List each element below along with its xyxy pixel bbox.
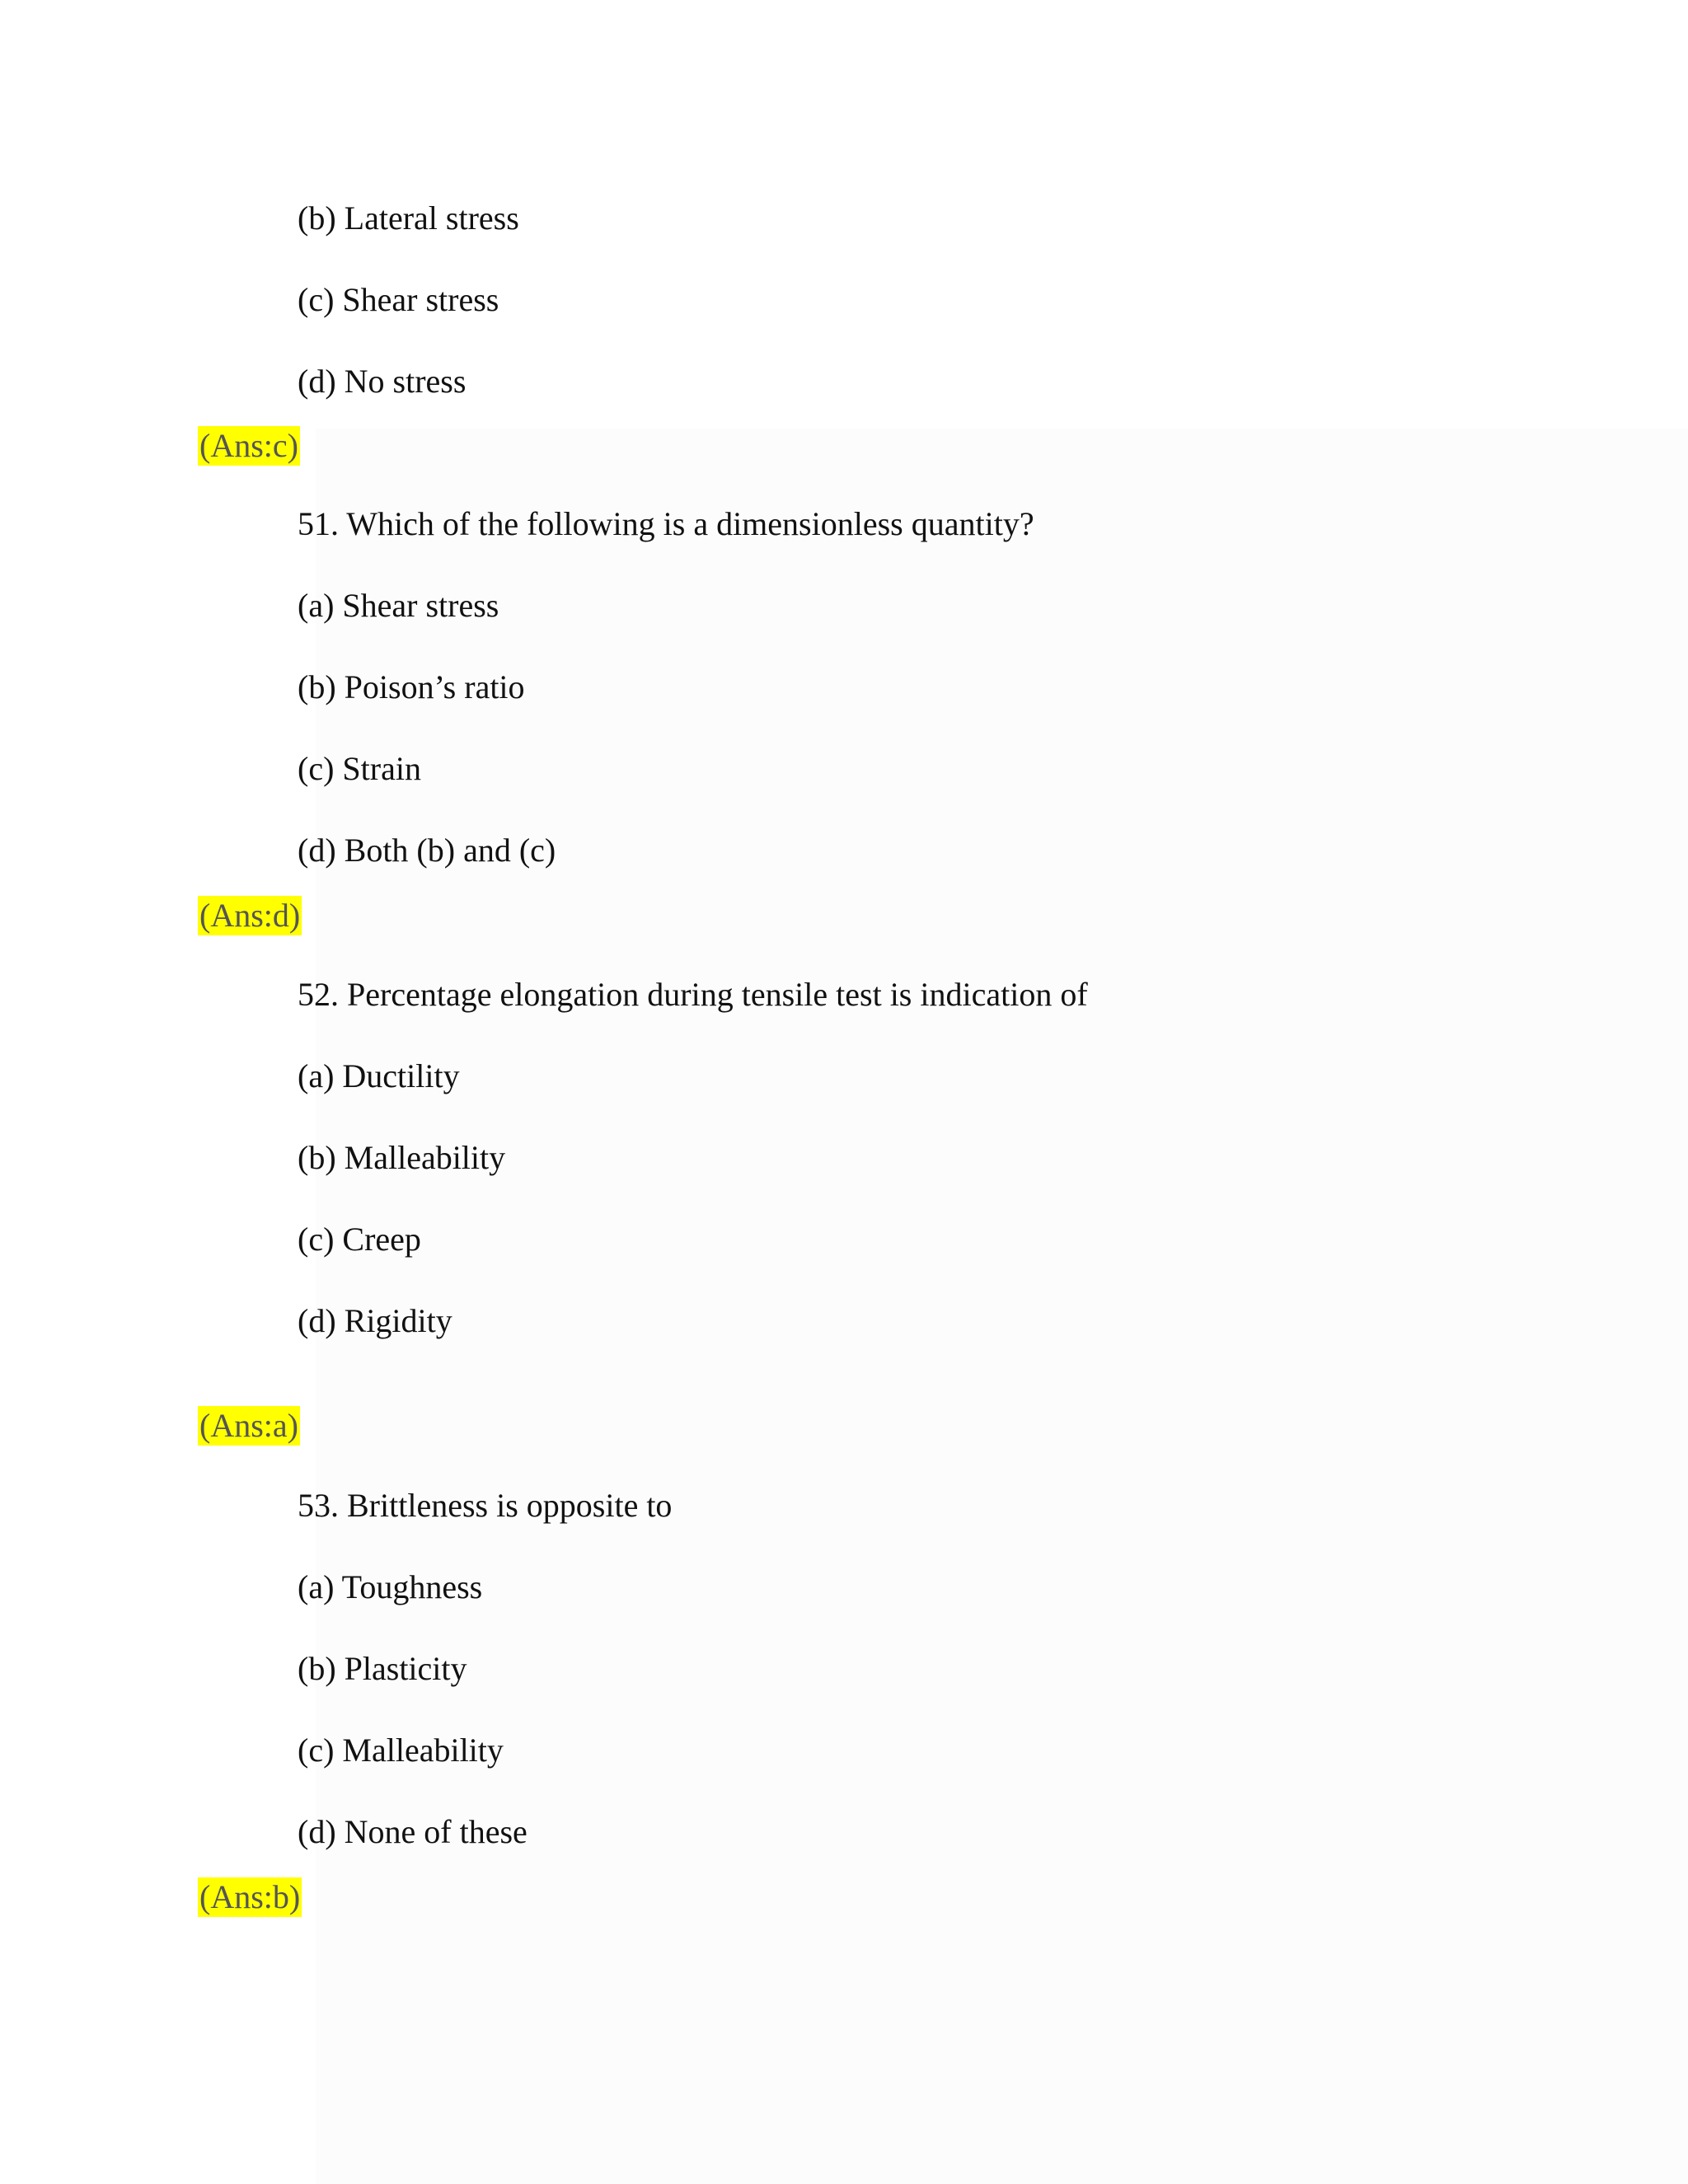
option-line: (d) None of these: [298, 1813, 528, 1850]
answer-highlight: (Ans:b): [199, 1878, 301, 1915]
question-text: 53. Brittleness is opposite to: [298, 1487, 673, 1524]
option-line: (a) Toughness: [298, 1568, 483, 1605]
option-line: (b) Lateral stress: [298, 199, 519, 237]
option-line: (d) No stress: [298, 363, 467, 400]
option-line: (a) Ductility: [298, 1057, 460, 1094]
answer-highlight: (Ans:a): [199, 1407, 298, 1444]
question-text: 51. Which of the following is a dimensionless quantity?: [298, 505, 1034, 542]
option-line: (b) Poison’s ratio: [298, 668, 525, 705]
option-line: (d) Both (b) and (c): [298, 832, 556, 869]
option-line: (c) Strain: [298, 750, 421, 787]
option-line: (b) Malleability: [298, 1139, 506, 1176]
option-line: (b) Plasticity: [298, 1650, 467, 1687]
option-line: (d) Rigidity: [298, 1302, 452, 1339]
option-line: (a) Shear stress: [298, 587, 499, 624]
option-line: (c) Malleability: [298, 1732, 504, 1769]
option-line: (c) Shear stress: [298, 281, 499, 318]
question-text: 52. Percentage elongation during tensile test is indication of: [298, 976, 1088, 1013]
option-line: (c) Creep: [298, 1221, 421, 1258]
answer-highlight: (Ans:c): [199, 427, 298, 464]
answer-highlight: (Ans:d): [199, 897, 301, 934]
